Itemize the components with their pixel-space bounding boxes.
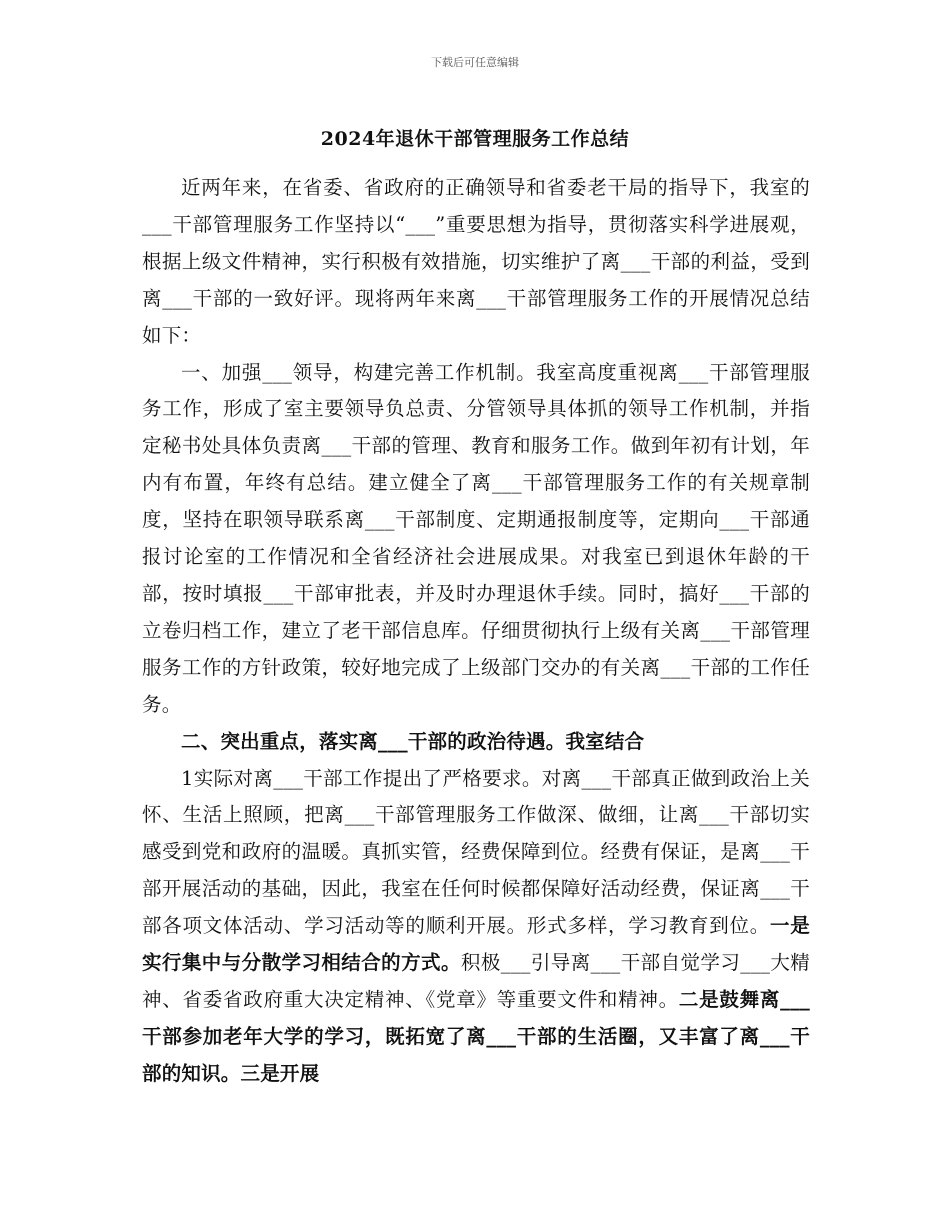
section-2-bold-b: 二是鼓舞离___干部参加老年大学的学习，既拓宽了离___干部的生活圈，又丰富了离___干部的知识。三是开展 — [142, 987, 810, 1085]
paragraph-intro: 近两年来，在省委、省政府的正确领导和省委老干局的指导下，我室的___干部管理服务工作坚持以“___”重要思想为指导，贯彻落实科学进展观，根据上级文件精神，实行积极有效措施，切实维护了离___干部的利益，受到离___干部的一致好评。现将两年来离___干部管理服务工作的开展情况总结如下： — [142, 176, 810, 347]
section-2-text-b: 积极___引导离___干部自觉学习___大精神、省委省政府重大决定精神、《党章》等重要文件和精神。 — [142, 951, 810, 1011]
section-2-heading: 二、突出重点，落实离___干部的政治待遇。我室结合 — [181, 729, 645, 753]
paragraph-section-2 — [142, 761, 810, 1093]
document-title: 2024年退休干部管理服务工作总结 — [320, 128, 630, 150]
section-2-bold-a: 一是实行集中与分散学习相结合的方式。 — [142, 914, 811, 975]
paragraph-section-1: 一、加强___领导，构建完善工作机制。我室高度重视离___干部管理服务工作，形成了室主要领导负总责、分管领导具体抓的领导工作机制，并指定秘书处具体负责离___干部的管理、教育和服务工作。做到年初有计划，年内有布置，年终有总结。建立健全了离___干部管理服务工作的有关规章制度，坚持在职领导联系离___干部制度、定期通报制度等，定期向___干部通报讨论室的工作情况和全省经济社会进展成果。对我室已到退休年龄的干部，按时填报___干部审批表，并及时办理退休手续。同时，搞好___干部的立卷归档工作，建立了老干部信息库。仔细贯彻执行上级有关离___干部管理服务工作的方针政策，较好地完成了上级部门交办的有关离___干部的工作任务。 — [142, 360, 810, 716]
header-note: 下载后可任意编辑 — [431, 56, 519, 69]
document-body — [142, 170, 810, 1093]
section-2-text-a: 1实际对离___干部工作提出了严格要求。对离___干部真正做到政治上关怀、生活上照顾，把离___干部管理服务工作做深、做细，让离___干部切实感受到党和政府的温暖。真抓实管，经费保障到位。经费有保证，是离___干部开展活动的基础，因此，我室在任何时候都保障好活动经费，保证离___干部各项文体活动、学习活动等的顺利开展。形式多样，学习教育到位。 — [142, 766, 810, 938]
